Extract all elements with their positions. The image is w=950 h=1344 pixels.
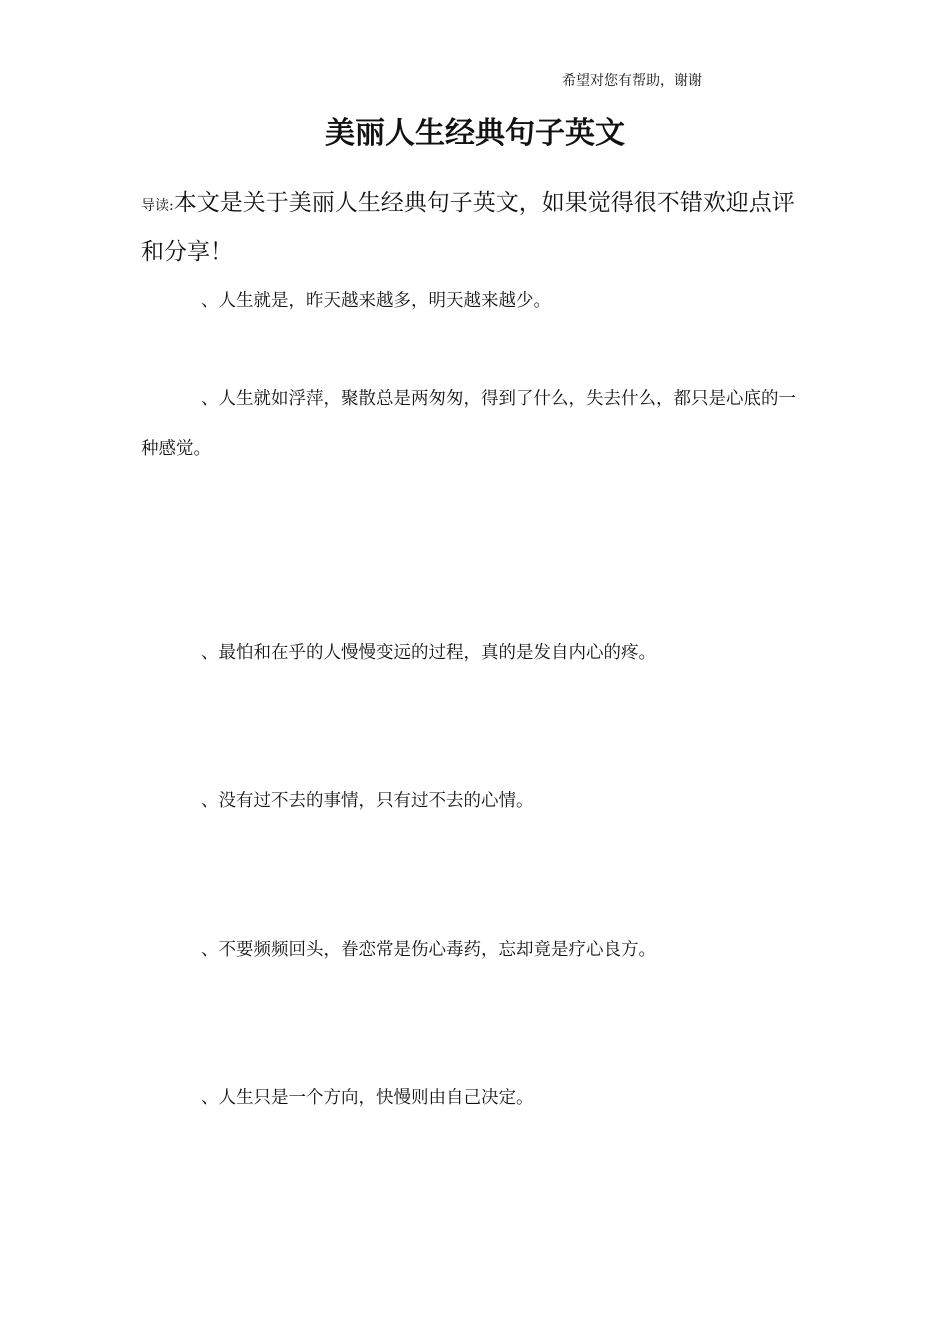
list-item xyxy=(141,776,801,826)
list-item xyxy=(141,628,801,678)
intro-paragraph xyxy=(141,180,809,275)
document-title: 美丽人生经典句子英文 xyxy=(325,116,625,151)
header-note: 希望对您有帮助，谢谢 xyxy=(562,73,702,89)
intro-label: 导读: xyxy=(141,198,174,214)
list-item xyxy=(141,1073,801,1123)
list-item xyxy=(141,276,801,326)
list-item-text: 、不要频频回头，眷恋常是伤心毒药，忘却竟是疗心良方。 xyxy=(201,940,656,960)
list-item xyxy=(141,374,801,474)
list-item-text: 、人生只是一个方向，快慢则由自己决定。 xyxy=(201,1088,534,1108)
list-item-text: 、人生就是，昨天越来越多，明天越来越少。 xyxy=(201,291,551,311)
list-item-text: 、没有过不去的事情，只有过不去的心情。 xyxy=(201,791,534,811)
list-item xyxy=(141,925,801,975)
intro-text: 本文是关于美丽人生经典句子英文，如果觉得很不错欢迎点评和分享！ xyxy=(141,190,795,265)
list-item-text: 、最怕和在乎的人慢慢变远的过程，真的是发自内心的疼。 xyxy=(201,643,656,663)
list-item-text: 、人生就如浮萍，聚散总是两匆匆，得到了什么，失去什么，都只是心底的一种感觉。 xyxy=(141,389,796,459)
